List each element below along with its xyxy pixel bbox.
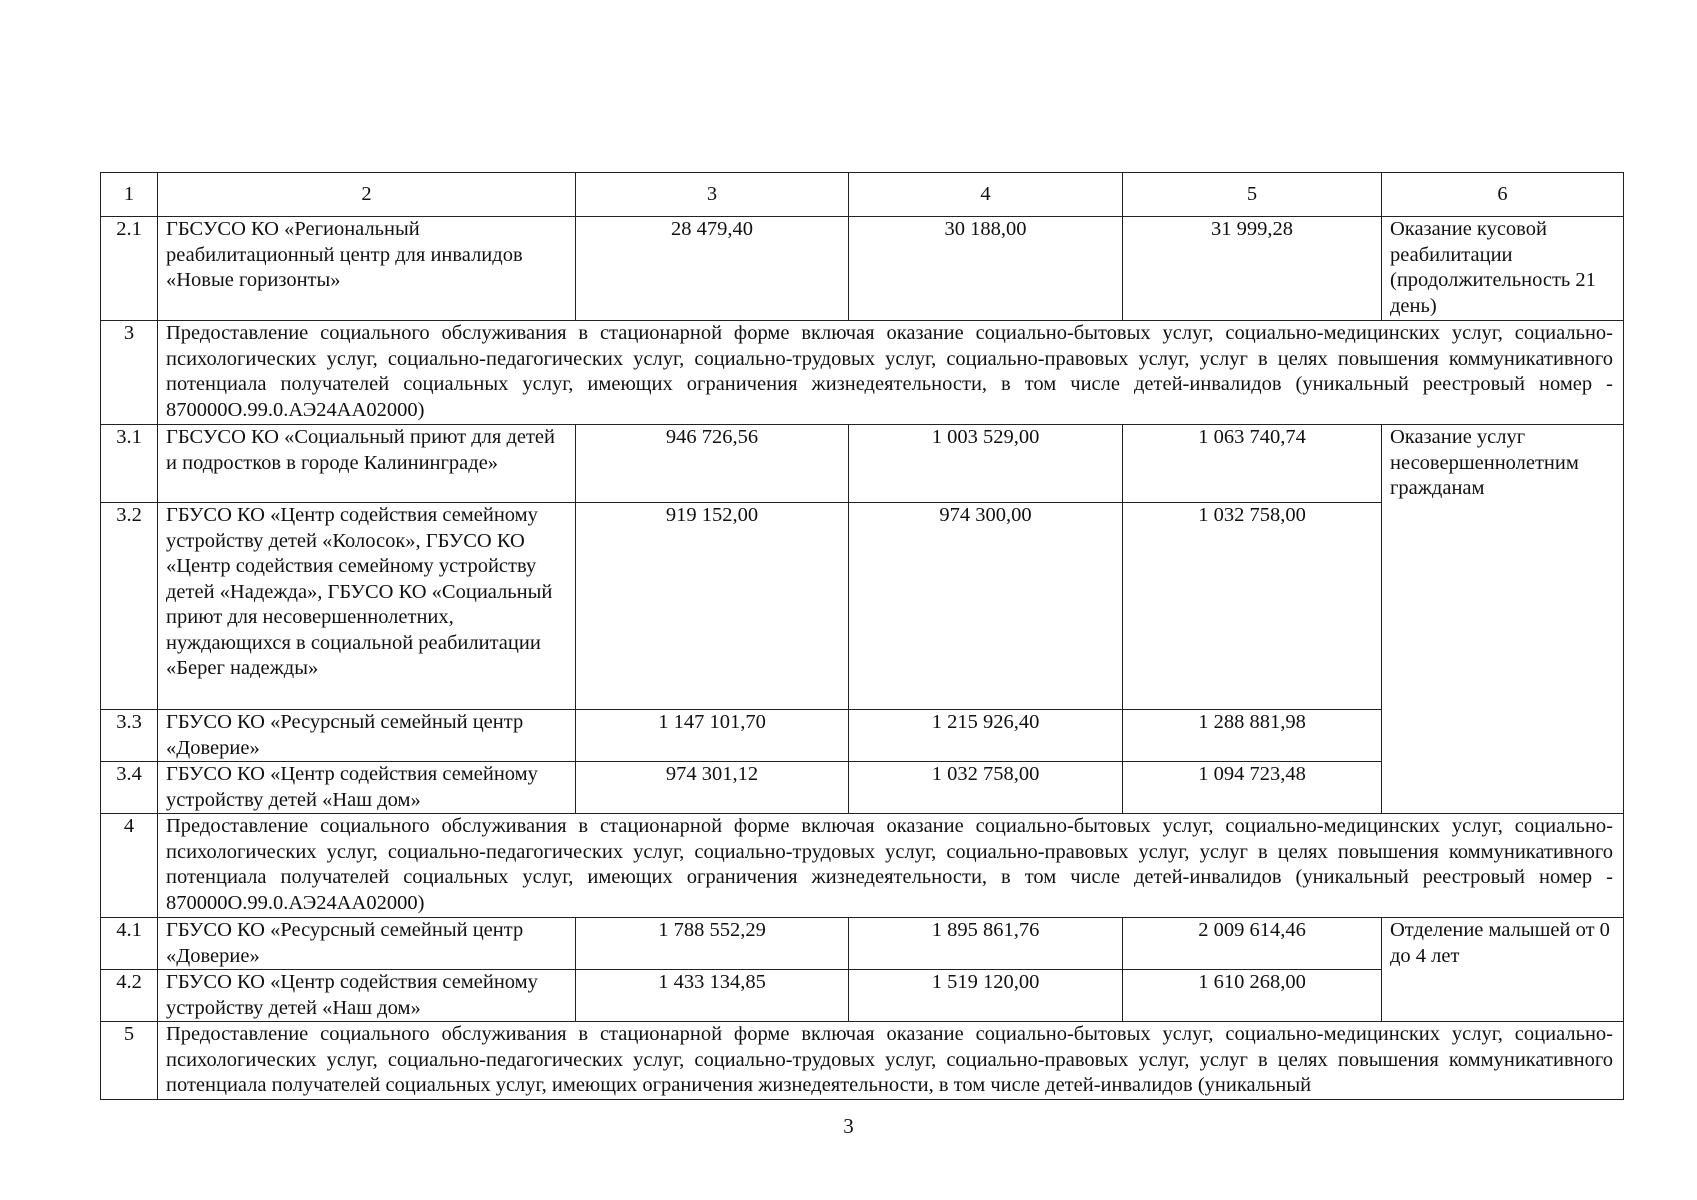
column-number-6: 6 (1382, 173, 1624, 217)
section-number: 3 (101, 321, 158, 425)
cost-col4: 1 895 861,76 (849, 918, 1123, 970)
cost-col5: 1 032 758,00 (1123, 503, 1382, 710)
row-number: 4.1 (101, 918, 158, 970)
cost-col5: 1 063 740,74 (1123, 425, 1382, 503)
institution-name: ГБУСО КО «Центр содействия семейному устройству детей «Колосок», ГБУСО КО «Центр содействия семейному устройству детей «Надежда», ГБУСО КО «Социальный приют для несовершеннолетних, нуждающихся в социальной реабилитации «Берег надежды» (158, 503, 576, 710)
cost-col4: 1 215 926,40 (849, 710, 1123, 762)
cost-col5: 1 094 723,48 (1123, 762, 1382, 814)
cost-col5: 1 288 881,98 (1123, 710, 1382, 762)
row-number: 2.1 (101, 217, 158, 321)
table-row (101, 918, 1624, 970)
institution-name: ГБСУСО КО «Социальный приют для детей и подростков в городе Калининграде» (158, 425, 576, 503)
row-note: Оказание кусовой реабилитации (продолжительность 21 день) (1382, 217, 1624, 321)
section-number: 5 (101, 1022, 158, 1100)
row-number: 3.1 (101, 425, 158, 503)
cost-col4: 974 300,00 (849, 503, 1123, 710)
cost-col3: 919 152,00 (576, 503, 849, 710)
cost-col3: 28 479,40 (576, 217, 849, 321)
column-number-3: 3 (576, 173, 849, 217)
table-header-row (101, 173, 1624, 217)
section-description: Предоставление социального обслуживания в стационарной форме включая оказание социально-бытовых услуг, социально-медицинских услуг, социально-психологических услуг, социально-педагогических услуг, социально-трудовых услуг, социально-правовых услуг, услуг в целях повышения коммуникативного потенциала получателей социальных услуг, имеющих ограничения жизнедеятельности, в том числе детей-инвалидов (уникальный реестровый номер - 870000О.99.0.АЭ24АА02000) (158, 321, 1624, 425)
row-number: 3.3 (101, 710, 158, 762)
column-number-5: 5 (1123, 173, 1382, 217)
institution-name: ГБУСО КО «Ресурсный семейный центр «Доверие» (158, 710, 576, 762)
row-number: 3.4 (101, 762, 158, 814)
institution-name: ГБСУСО КО «Региональный реабилитационный центр для инвалидов «Новые горизонты» (158, 217, 576, 321)
section-description: Предоставление социального обслуживания в стационарной форме включая оказание социально-бытовых услуг, социально-медицинских услуг, социально-психологических услуг, социально-педагогических услуг, социально-трудовых услуг, социально-правовых услуг, услуг в целях повышения коммуникативного потенциала получателей социальных услуг, имеющих ограничения жизнедеятельности, в том числе детей-инвалидов (уникальный (158, 1022, 1624, 1100)
column-number-2: 2 (158, 173, 576, 217)
cost-col3: 1 147 101,70 (576, 710, 849, 762)
row-note: Отделение малышей от 0 до 4 лет (1382, 918, 1624, 1022)
section-row (101, 1022, 1624, 1100)
institution-name: ГБУСО КО «Центр содействия семейному устройству детей «Наш дом» (158, 970, 576, 1022)
page-number: 3 (843, 1114, 854, 1138)
column-number-1: 1 (101, 173, 158, 217)
cost-col5: 2 009 614,46 (1123, 918, 1382, 970)
cost-col4: 30 188,00 (849, 217, 1123, 321)
cost-col3: 1 788 552,29 (576, 918, 849, 970)
cost-col3: 974 301,12 (576, 762, 849, 814)
cost-col3: 1 433 134,85 (576, 970, 849, 1022)
table-row (101, 217, 1624, 321)
section-row (101, 814, 1624, 918)
services-cost-table (100, 172, 1624, 1100)
cost-col3: 946 726,56 (576, 425, 849, 503)
cost-col4: 1 032 758,00 (849, 762, 1123, 814)
row-number: 4.2 (101, 970, 158, 1022)
section-description: Предоставление социального обслуживания в стационарной форме включая оказание социально-бытовых услуг, социально-медицинских услуг, социально-психологических услуг, социально-педагогических услуг, социально-трудовых услуг, социально-правовых услуг, услуг в целях повышения коммуникативного потенциала получателей социальных услуг, имеющих ограничения жизнедеятельности, в том числе детей-инвалидов (уникальный реестровый номер - 870000О.99.0.АЭ24АА02000) (158, 814, 1624, 918)
section-number: 4 (101, 814, 158, 918)
cost-col5: 1 610 268,00 (1123, 970, 1382, 1022)
cost-col5: 31 999,28 (1123, 217, 1382, 321)
section-row (101, 321, 1624, 425)
institution-name: ГБУСО КО «Центр содействия семейному устройству детей «Наш дом» (158, 762, 576, 814)
row-number: 3.2 (101, 503, 158, 710)
column-number-4: 4 (849, 173, 1123, 217)
row-note: Оказание услуг несовершеннолетним гражданам (1382, 425, 1624, 814)
institution-name: ГБУСО КО «Ресурсный семейный центр «Доверие» (158, 918, 576, 970)
table-row (101, 425, 1624, 503)
cost-col4: 1 519 120,00 (849, 970, 1123, 1022)
cost-col4: 1 003 529,00 (849, 425, 1123, 503)
